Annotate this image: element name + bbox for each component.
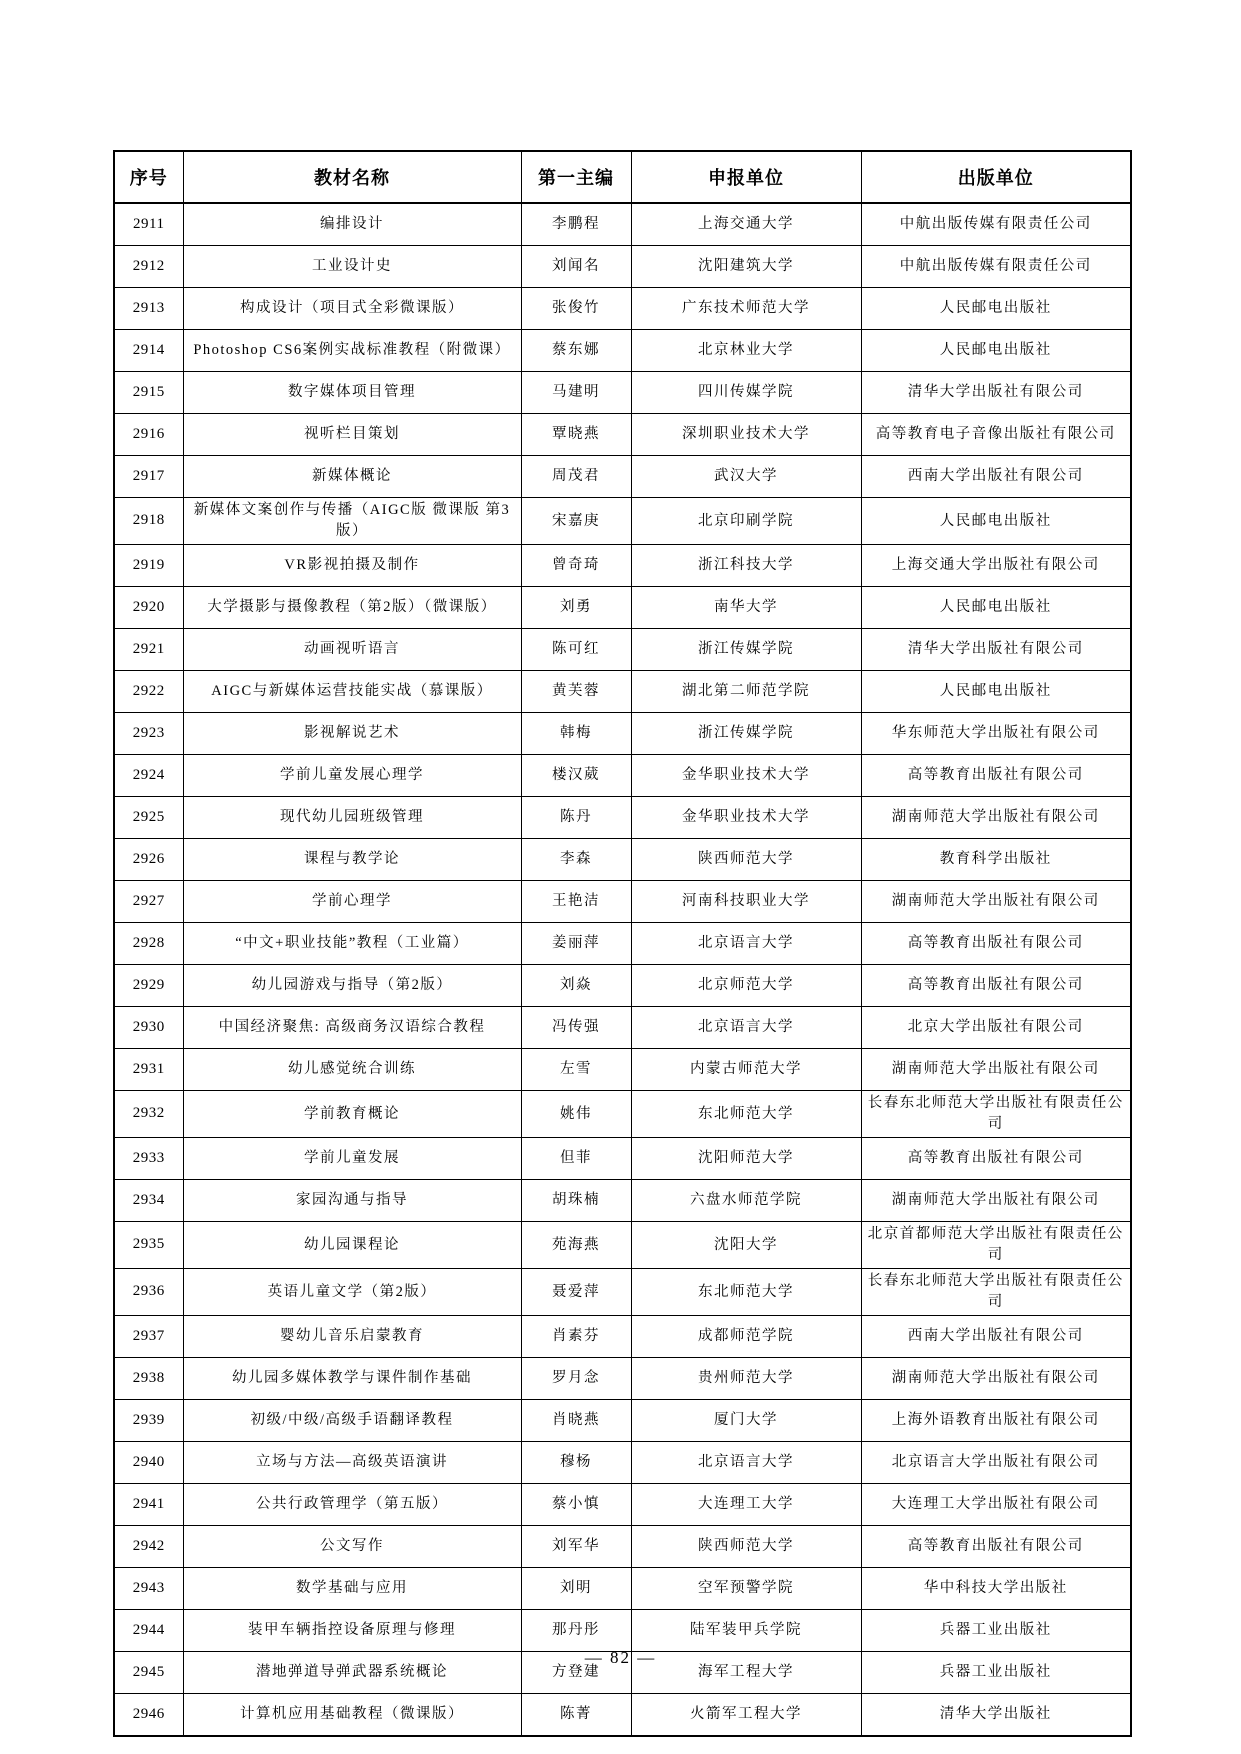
cell-editor: 苑海燕 [521,1222,631,1269]
cell-editor: 曾奇琦 [521,545,631,587]
cell-title: 新媒体文案创作与传播（AIGC版 微课版 第3版） [183,498,521,545]
cell-editor: 刘闻名 [521,246,631,288]
table-row [114,288,1131,330]
cell-applicant: 贵州师范大学 [631,1358,861,1400]
cell-serial: 2913 [114,288,183,330]
table-row [114,1138,1131,1180]
cell-editor: 楼汉葳 [521,755,631,797]
cell-editor: 蔡小慎 [521,1484,631,1526]
table-row [114,372,1131,414]
table-row [114,965,1131,1007]
table-row [114,1180,1131,1222]
cell-title: 装甲车辆指控设备原理与修理 [183,1610,521,1652]
cell-publisher: 人民邮电出版社 [861,671,1131,713]
cell-title: 立场与方法—高级英语演讲 [183,1442,521,1484]
cell-applicant: 北京语言大学 [631,923,861,965]
cell-serial: 2935 [114,1222,183,1269]
cell-editor: 韩梅 [521,713,631,755]
cell-title: 大学摄影与摄像教程（第2版）（微课版） [183,587,521,629]
cell-editor: 黄芙蓉 [521,671,631,713]
cell-applicant: 河南科技职业大学 [631,881,861,923]
cell-applicant: 金华职业技术大学 [631,797,861,839]
cell-publisher: 中航出版传媒有限责任公司 [861,246,1131,288]
table-row [114,1049,1131,1091]
table-row [114,1007,1131,1049]
cell-serial: 2934 [114,1180,183,1222]
cell-serial: 2917 [114,456,183,498]
cell-publisher: 北京大学出版社有限公司 [861,1007,1131,1049]
cell-serial: 2941 [114,1484,183,1526]
cell-applicant: 沈阳师范大学 [631,1138,861,1180]
cell-title: 学前儿童发展心理学 [183,755,521,797]
cell-publisher: 清华大学出版社有限公司 [861,372,1131,414]
table-row [114,1694,1131,1737]
cell-publisher: 湖南师范大学出版社有限公司 [861,881,1131,923]
cell-applicant: 东北师范大学 [631,1269,861,1316]
cell-editor: 左雪 [521,1049,631,1091]
cell-publisher: 大连理工大学出版社有限公司 [861,1484,1131,1526]
cell-applicant: 陕西师范大学 [631,1526,861,1568]
cell-applicant: 北京语言大学 [631,1007,861,1049]
cell-title: 幼儿感觉统合训练 [183,1049,521,1091]
table-row [114,1269,1131,1316]
cell-serial: 2918 [114,498,183,545]
table-row [114,587,1131,629]
cell-publisher: 高等教育出版社有限公司 [861,1526,1131,1568]
table-row [114,881,1131,923]
cell-serial: 2931 [114,1049,183,1091]
cell-publisher: 人民邮电出版社 [861,587,1131,629]
cell-editor: 那丹彤 [521,1610,631,1652]
cell-applicant: 四川传媒学院 [631,372,861,414]
cell-title: VR影视拍摄及制作 [183,545,521,587]
cell-title: 计算机应用基础教程（微课版） [183,1694,521,1737]
cell-editor: 罗月念 [521,1358,631,1400]
cell-title: 婴幼儿音乐启蒙教育 [183,1316,521,1358]
cell-applicant: 浙江传媒学院 [631,713,861,755]
cell-editor: 肖素芬 [521,1316,631,1358]
cell-title: 视听栏目策划 [183,414,521,456]
cell-title: 公共行政管理学（第五版） [183,1484,521,1526]
cell-title: 家园沟通与指导 [183,1180,521,1222]
cell-applicant: 北京语言大学 [631,1442,861,1484]
cell-serial: 2925 [114,797,183,839]
cell-publisher: 湖南师范大学出版社有限公司 [861,1180,1131,1222]
cell-applicant: 浙江传媒学院 [631,629,861,671]
cell-applicant: 北京印刷学院 [631,498,861,545]
cell-publisher: 湖南师范大学出版社有限公司 [861,1049,1131,1091]
cell-publisher: 华东师范大学出版社有限公司 [861,713,1131,755]
cell-editor: 方登建 [521,1652,631,1694]
cell-publisher: 湖南师范大学出版社有限公司 [861,1358,1131,1400]
cell-editor: 马建明 [521,372,631,414]
cell-publisher: 清华大学出版社 [861,1694,1131,1737]
cell-title: 学前心理学 [183,881,521,923]
cell-serial: 2945 [114,1652,183,1694]
cell-applicant: 厦门大学 [631,1400,861,1442]
header-serial: 序号 [114,151,183,203]
cell-title: 动画视听语言 [183,629,521,671]
cell-applicant: 空军预警学院 [631,1568,861,1610]
cell-title: 学前儿童发展 [183,1138,521,1180]
cell-applicant: 北京林业大学 [631,330,861,372]
cell-serial: 2936 [114,1269,183,1316]
cell-serial: 2940 [114,1442,183,1484]
header-applicant-unit: 申报单位 [631,151,861,203]
table-row [114,246,1131,288]
cell-editor: 肖晓燕 [521,1400,631,1442]
cell-serial: 2914 [114,330,183,372]
cell-serial: 2930 [114,1007,183,1049]
cell-publisher: 人民邮电出版社 [861,330,1131,372]
cell-publisher: 高等教育出版社有限公司 [861,1138,1131,1180]
cell-editor: 张俊竹 [521,288,631,330]
cell-applicant: 火箭军工程大学 [631,1694,861,1737]
cell-publisher: 高等教育电子音像出版社有限公司 [861,414,1131,456]
cell-publisher: 高等教育出版社有限公司 [861,755,1131,797]
cell-publisher: 上海交通大学出版社有限公司 [861,545,1131,587]
cell-publisher: 清华大学出版社有限公司 [861,629,1131,671]
cell-publisher: 上海外语教育出版社有限公司 [861,1400,1131,1442]
cell-applicant: 湖北第二师范学院 [631,671,861,713]
cell-publisher: 教育科学出版社 [861,839,1131,881]
table-row [114,1400,1131,1442]
cell-applicant: 南华大学 [631,587,861,629]
cell-editor: 蔡东娜 [521,330,631,372]
cell-editor: 刘军华 [521,1526,631,1568]
cell-title: “中文+职业技能”教程（工业篇） [183,923,521,965]
cell-serial: 2937 [114,1316,183,1358]
cell-serial: 2932 [114,1091,183,1138]
cell-applicant: 广东技术师范大学 [631,288,861,330]
header-textbook-title: 教材名称 [183,151,521,203]
cell-serial: 2943 [114,1568,183,1610]
cell-serial: 2927 [114,881,183,923]
cell-title: 新媒体概论 [183,456,521,498]
cell-editor: 陈菁 [521,1694,631,1737]
cell-editor: 覃晓燕 [521,414,631,456]
table-row [114,498,1131,545]
cell-applicant: 浙江科技大学 [631,545,861,587]
cell-serial: 2924 [114,755,183,797]
cell-editor: 姚伟 [521,1091,631,1138]
cell-serial: 2929 [114,965,183,1007]
cell-applicant: 上海交通大学 [631,203,861,246]
cell-serial: 2922 [114,671,183,713]
table-row [114,1358,1131,1400]
table-row [114,1484,1131,1526]
cell-editor: 李鹏程 [521,203,631,246]
table-row [114,1316,1131,1358]
cell-applicant: 成都师范学院 [631,1316,861,1358]
table-row [114,923,1131,965]
cell-title: 数字媒体项目管理 [183,372,521,414]
cell-title: 幼儿园游戏与指导（第2版） [183,965,521,1007]
table-row [114,545,1131,587]
cell-publisher: 长春东北师范大学出版社有限责任公司 [861,1091,1131,1138]
cell-serial: 2938 [114,1358,183,1400]
cell-serial: 2920 [114,587,183,629]
cell-title: 公文写作 [183,1526,521,1568]
table-row [114,1442,1131,1484]
cell-title: 影视解说艺术 [183,713,521,755]
cell-title: 英语儿童文学（第2版） [183,1269,521,1316]
table-row [114,1526,1131,1568]
cell-applicant: 沈阳大学 [631,1222,861,1269]
cell-serial: 2919 [114,545,183,587]
cell-editor: 胡珠楠 [521,1180,631,1222]
cell-editor: 宋嘉庚 [521,498,631,545]
cell-editor: 王艳洁 [521,881,631,923]
cell-title: 学前教育概论 [183,1091,521,1138]
cell-title: 幼儿园多媒体教学与课件制作基础 [183,1358,521,1400]
cell-editor: 周茂君 [521,456,631,498]
cell-editor: 但菲 [521,1138,631,1180]
cell-title: 初级/中级/高级手语翻译教程 [183,1400,521,1442]
cell-publisher: 湖南师范大学出版社有限公司 [861,797,1131,839]
cell-title: Photoshop CS6案例实战标准教程（附微课） [183,330,521,372]
cell-title: 工业设计史 [183,246,521,288]
cell-editor: 刘明 [521,1568,631,1610]
table-row [114,203,1131,246]
cell-editor: 陈可红 [521,629,631,671]
table-row [114,1568,1131,1610]
table-row [114,839,1131,881]
table-row [114,414,1131,456]
cell-title: 现代幼儿园班级管理 [183,797,521,839]
cell-editor: 陈丹 [521,797,631,839]
cell-title: 中国经济聚焦: 高级商务汉语综合教程 [183,1007,521,1049]
header-row [114,151,1131,203]
cell-publisher: 北京语言大学出版社有限公司 [861,1442,1131,1484]
cell-serial: 2921 [114,629,183,671]
textbook-approval-table [113,150,1132,1737]
table-row [114,330,1131,372]
cell-title: 课程与教学论 [183,839,521,881]
table-row [114,755,1131,797]
cell-title: 数学基础与应用 [183,1568,521,1610]
cell-applicant: 大连理工大学 [631,1484,861,1526]
cell-serial: 2928 [114,923,183,965]
table-row [114,456,1131,498]
cell-title: 构成设计（项目式全彩微课版） [183,288,521,330]
table-row [114,1610,1131,1652]
cell-publisher: 华中科技大学出版社 [861,1568,1131,1610]
cell-publisher: 长春东北师范大学出版社有限责任公司 [861,1269,1131,1316]
table-row [114,1091,1131,1138]
cell-serial: 2946 [114,1694,183,1737]
cell-publisher: 中航出版传媒有限责任公司 [861,203,1131,246]
cell-applicant: 海军工程大学 [631,1652,861,1694]
cell-publisher: 西南大学出版社有限公司 [861,1316,1131,1358]
header-publisher-unit: 出版单位 [861,151,1131,203]
table-row [114,629,1131,671]
cell-editor: 聂爱萍 [521,1269,631,1316]
cell-title: AIGC与新媒体运营技能实战（慕课版） [183,671,521,713]
cell-applicant: 六盘水师范学院 [631,1180,861,1222]
cell-applicant: 北京师范大学 [631,965,861,1007]
cell-applicant: 东北师范大学 [631,1091,861,1138]
cell-serial: 2939 [114,1400,183,1442]
cell-publisher: 高等教育出版社有限公司 [861,923,1131,965]
cell-applicant: 陆军装甲兵学院 [631,1610,861,1652]
table-row [114,1222,1131,1269]
table-row [114,797,1131,839]
cell-publisher: 兵器工业出版社 [861,1610,1131,1652]
cell-publisher: 人民邮电出版社 [861,498,1131,545]
cell-serial: 2933 [114,1138,183,1180]
cell-serial: 2915 [114,372,183,414]
cell-serial: 2911 [114,203,183,246]
cell-editor: 刘焱 [521,965,631,1007]
cell-publisher: 北京首都师范大学出版社有限责任公司 [861,1222,1131,1269]
cell-title: 幼儿园课程论 [183,1222,521,1269]
cell-publisher: 西南大学出版社有限公司 [861,456,1131,498]
cell-applicant: 沈阳建筑大学 [631,246,861,288]
cell-editor: 李森 [521,839,631,881]
cell-serial: 2912 [114,246,183,288]
cell-publisher: 人民邮电出版社 [861,288,1131,330]
cell-serial: 2923 [114,713,183,755]
header-first-editor: 第一主编 [521,151,631,203]
cell-applicant: 陕西师范大学 [631,839,861,881]
cell-title: 潜地弹道导弹武器系统概论 [183,1652,521,1694]
cell-serial: 2926 [114,839,183,881]
cell-editor: 冯传强 [521,1007,631,1049]
cell-applicant: 金华职业技术大学 [631,755,861,797]
cell-serial: 2916 [114,414,183,456]
cell-serial: 2944 [114,1610,183,1652]
cell-title: 编排设计 [183,203,521,246]
cell-publisher: 兵器工业出版社 [861,1652,1131,1694]
page-number: — 82 — [584,1648,657,1667]
cell-serial: 2942 [114,1526,183,1568]
cell-applicant: 武汉大学 [631,456,861,498]
cell-editor: 姜丽萍 [521,923,631,965]
cell-editor: 刘勇 [521,587,631,629]
cell-applicant: 深圳职业技术大学 [631,414,861,456]
cell-editor: 穆杨 [521,1442,631,1484]
cell-applicant: 内蒙古师范大学 [631,1049,861,1091]
cell-publisher: 高等教育出版社有限公司 [861,965,1131,1007]
table-row [114,671,1131,713]
table-row [114,713,1131,755]
